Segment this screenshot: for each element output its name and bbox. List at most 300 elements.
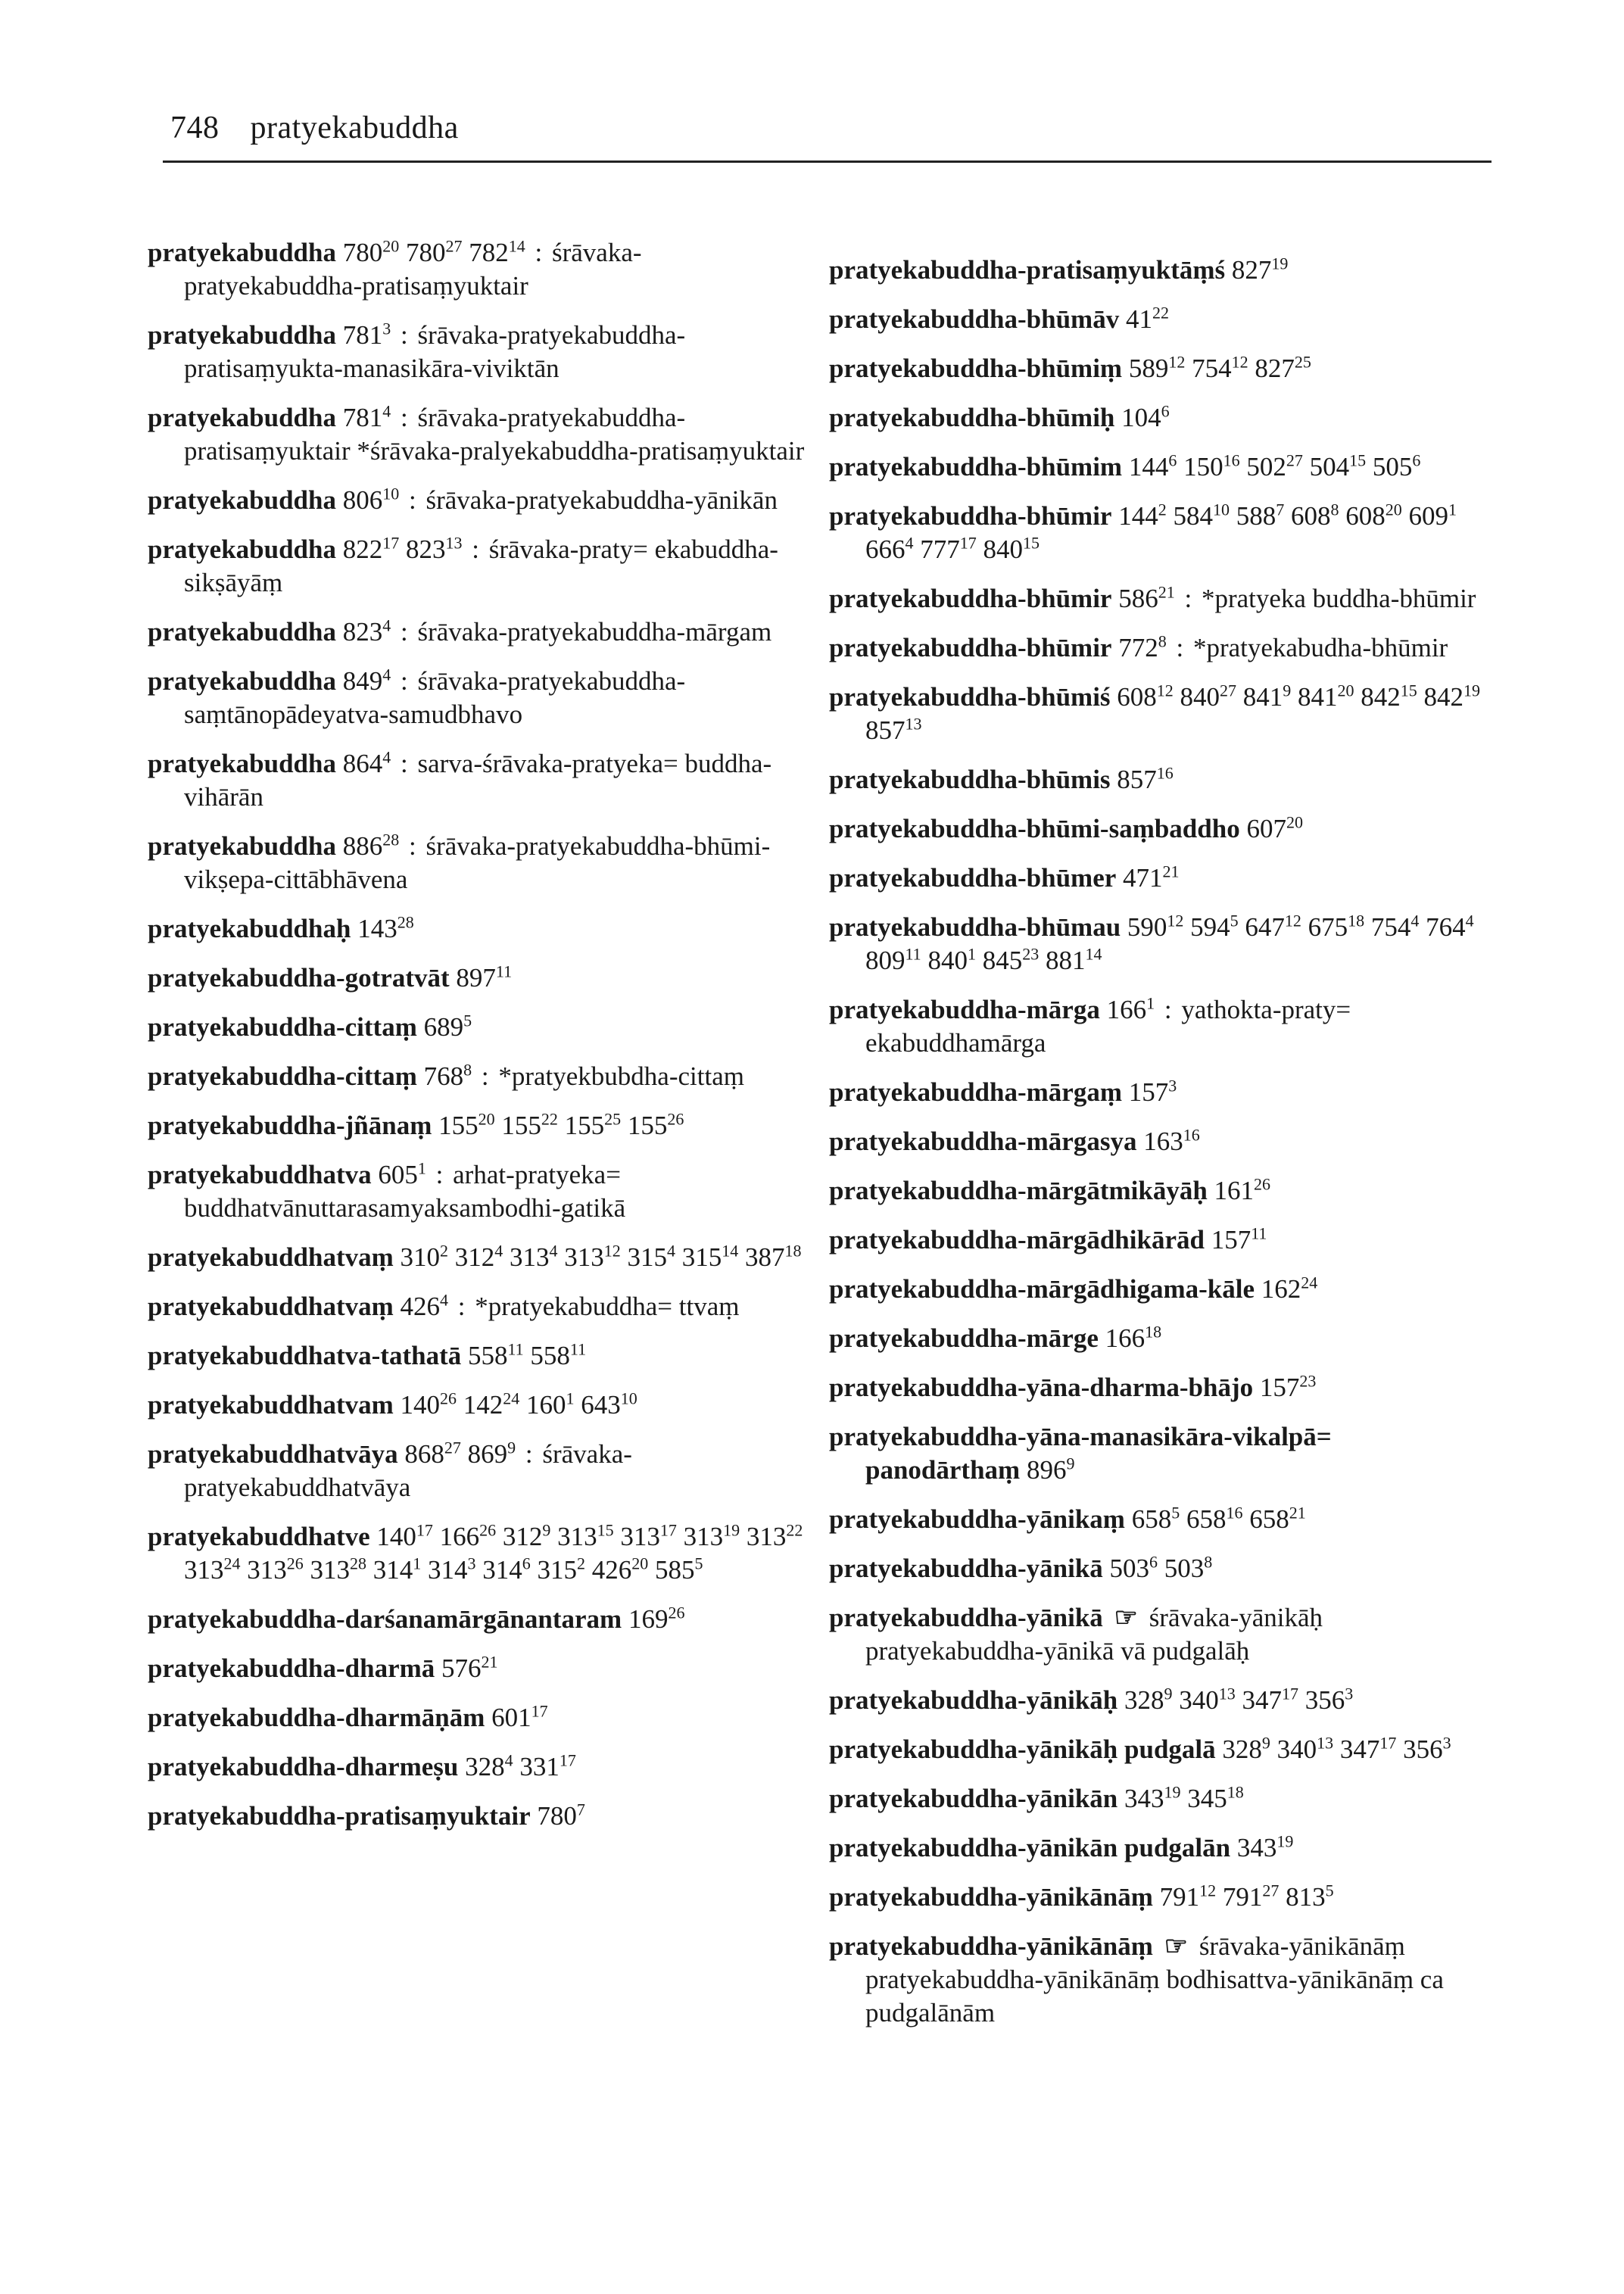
page-reference: [343, 535, 400, 564]
index-entry: [148, 1800, 806, 1833]
page-reference: [1373, 452, 1421, 482]
page-number-ref: 809: [865, 946, 906, 975]
page-number-ref: 315: [537, 1555, 577, 1585]
page-reference: [983, 535, 1040, 564]
line-number-ref: 4: [1465, 911, 1474, 930]
line-number-ref: 13: [445, 533, 463, 553]
page-number-ref: 791: [1159, 1882, 1200, 1912]
page-reference: [1222, 1735, 1270, 1764]
page-reference: [682, 1242, 739, 1272]
page-number-ref: 822: [342, 535, 383, 564]
line-number-ref: 17: [1379, 1733, 1397, 1753]
line-number-ref: 26: [479, 1520, 497, 1540]
entry-gloss: śrāvaka-pratyekabuddha-pratisaṃyuktair: [184, 238, 642, 301]
page-number-ref: 313: [310, 1555, 350, 1585]
page-number-ref: 426: [400, 1292, 441, 1321]
page-number-ref: 813: [1286, 1882, 1326, 1912]
line-number-ref: 12: [1156, 681, 1174, 700]
line-number-ref: 6: [1161, 401, 1170, 421]
entry-headword: pratyekabuddha-pratisaṃyuktāṃś: [829, 255, 1226, 285]
entry-headword: pratyekabuddha-yānikān: [829, 1784, 1118, 1813]
page-reference: [401, 1390, 457, 1420]
index-entry: [148, 830, 806, 896]
line-number-ref: 6: [1412, 450, 1421, 470]
page-number-ref: 588: [1236, 501, 1276, 531]
page-reference: [1164, 1554, 1213, 1583]
line-number-ref: 17: [382, 533, 400, 553]
entry-gloss: śrāvaka-pratyekabuddha-mārgam: [417, 617, 772, 647]
page-reference: [343, 238, 400, 267]
line-number-ref: 22: [541, 1109, 558, 1129]
entry-headword: pratyekabuddha-bhūmiṃ: [829, 354, 1123, 383]
page-reference: [1107, 995, 1155, 1024]
gloss-separator: :: [400, 749, 408, 778]
index-entry: [829, 1503, 1488, 1536]
page-reference: [747, 1522, 803, 1551]
line-number-ref: 5: [1325, 1881, 1334, 1900]
entry-headword: pratyekabuddhatvaṃ: [148, 1292, 394, 1321]
page-reference: [530, 1341, 586, 1370]
page-number-ref: 658: [1249, 1504, 1289, 1534]
page-number-ref: 41: [1125, 304, 1152, 334]
index-entry: [829, 1223, 1488, 1257]
page-number-ref: 347: [1339, 1735, 1380, 1764]
page-reference: [465, 1752, 513, 1781]
line-number-ref: 16: [1223, 450, 1240, 470]
page-number-ref: 143: [357, 914, 397, 943]
page-number-ref: 841: [1242, 682, 1283, 712]
line-number-ref: 27: [1262, 1881, 1280, 1900]
page-number-ref: 768: [423, 1061, 464, 1091]
page-reference: [1403, 1735, 1451, 1764]
line-number-ref: 9: [542, 1520, 551, 1540]
line-number-ref: 18: [784, 1241, 802, 1261]
entry-headword: pratyekabuddha-yānikāḥ pudgalā: [829, 1735, 1216, 1764]
gloss-separator: :: [400, 617, 408, 647]
page-reference: [684, 1522, 740, 1551]
page-number-ref: 780: [537, 1801, 577, 1831]
line-number-ref: 2: [577, 1554, 585, 1573]
line-number-ref: 28: [350, 1554, 366, 1573]
line-number-ref: 5: [694, 1554, 703, 1573]
page-number-ref: 576: [441, 1653, 482, 1683]
entry-headword: pratyekabuddha: [148, 749, 336, 778]
page-number-ref: 608: [1290, 501, 1331, 531]
page-reference: [1246, 452, 1303, 482]
page-reference: [406, 238, 463, 267]
line-number-ref: 13: [905, 714, 922, 734]
entry-gloss: *pratyekabudha-bhūmir: [1192, 633, 1448, 662]
page-number-ref: 585: [655, 1555, 695, 1585]
index-entry: [829, 1881, 1488, 1914]
page-number-ref: 827: [1231, 255, 1272, 285]
gloss-separator: :: [535, 238, 543, 267]
entry-headword: pratyekabuddha-cittaṃ: [148, 1061, 417, 1091]
page-reference: [1291, 501, 1339, 531]
entry-headword: pratyekabuddha: [148, 320, 336, 350]
line-number-ref: 12: [1199, 1881, 1217, 1900]
index-entry: [829, 1782, 1488, 1816]
page-reference: [378, 1160, 426, 1189]
entry-headword: pratyekabuddhaḥ: [148, 914, 351, 943]
line-number-ref: 11: [1251, 1223, 1267, 1243]
index-entry: [829, 1322, 1488, 1355]
page-reference: [1187, 1784, 1244, 1813]
page-reference: [1371, 912, 1420, 942]
line-number-ref: 15: [1349, 450, 1367, 470]
line-number-ref: 1: [1146, 993, 1155, 1013]
page-number-ref: 886: [342, 831, 383, 861]
gloss-separator: :: [400, 666, 408, 696]
page-reference: [1117, 765, 1174, 794]
page-number-ref: 505: [1372, 452, 1413, 482]
page-number-ref: 312: [454, 1242, 495, 1272]
page-number-ref: 340: [1276, 1735, 1317, 1764]
page-number-ref: 675: [1308, 912, 1348, 942]
page-number-ref: 157: [1128, 1077, 1169, 1107]
page-number-ref: 314: [372, 1555, 413, 1585]
page-reference: [468, 1439, 516, 1469]
page-number-ref: 823: [405, 535, 446, 564]
page-reference: [1183, 452, 1240, 482]
line-number-ref: 9: [1283, 681, 1292, 700]
index-entry: [829, 1125, 1488, 1158]
page-number-ref: 343: [1124, 1784, 1164, 1813]
entry-headword: pratyekabuddha-yānikaṃ: [829, 1504, 1125, 1534]
line-number-ref: 15: [1023, 533, 1040, 553]
page-number-ref: 857: [1117, 765, 1157, 794]
page-number-ref: 140: [376, 1522, 416, 1551]
entry-headword: pratyekabuddha-yānikān pudgalān: [829, 1833, 1231, 1862]
gloss-separator: :: [1184, 584, 1192, 613]
page-reference: [620, 1522, 677, 1551]
line-number-ref: 5: [1230, 911, 1239, 930]
line-number-ref: 22: [786, 1520, 803, 1540]
entry-gloss: śrāvaka-pratyekabuddha-saṃtānopādeyatva-samudbhavo: [184, 666, 686, 729]
line-number-ref: 6: [1168, 450, 1177, 470]
line-number-ref: 4: [504, 1750, 513, 1770]
line-number-ref: 24: [503, 1389, 520, 1408]
line-number-ref: 18: [1227, 1782, 1244, 1802]
entry-headword: pratyekabuddha: [148, 403, 336, 432]
page-number-ref: 841: [1298, 682, 1338, 712]
page-number-ref: 589: [1128, 354, 1169, 383]
page-number-ref: 609: [1408, 501, 1448, 531]
index-entry: [148, 616, 806, 649]
page-reference: [1110, 1554, 1158, 1583]
line-number-ref: 20: [478, 1109, 495, 1129]
line-number-ref: 27: [1220, 681, 1237, 700]
entry-headword: pratyekabuddha-bhūmis: [829, 765, 1111, 794]
line-number-ref: 12: [603, 1241, 621, 1261]
entry-headword: pratyekabuddha-mārgaṃ: [829, 1077, 1122, 1107]
cross-reference-icon: ☞: [1114, 1603, 1138, 1632]
page-number-ref: 471: [1123, 863, 1163, 893]
page-number-ref: 313: [510, 1242, 550, 1272]
index-entry: [148, 1438, 806, 1504]
line-number-ref: 19: [1463, 681, 1481, 700]
gloss-separator: :: [400, 320, 408, 350]
index-entry: [829, 763, 1488, 796]
page-reference: [1308, 912, 1365, 942]
line-number-ref: 7: [1276, 500, 1285, 519]
line-number-ref: 24: [1301, 1273, 1318, 1292]
index-entry: [148, 533, 806, 600]
page-reference: [401, 1292, 449, 1321]
index-entry: [829, 500, 1488, 566]
entry-headword: pratyekabuddha: [148, 617, 336, 647]
line-number-ref: 4: [382, 616, 391, 635]
page-reference: [1242, 1685, 1299, 1715]
entry-headword: pratyekabuddha-dharmāṇām: [148, 1703, 485, 1732]
page-number-ref: 823: [342, 617, 383, 647]
page-reference: [343, 320, 391, 350]
index-entry: [829, 1076, 1488, 1109]
line-number-ref: 1: [417, 1158, 426, 1178]
page-reference: [501, 1111, 558, 1140]
page-reference: [519, 1752, 576, 1781]
index-entry: [148, 401, 806, 468]
line-number-ref: 12: [1167, 911, 1184, 930]
line-number-ref: 19: [1276, 1831, 1294, 1851]
index-entry: [829, 1174, 1488, 1208]
line-number-ref: 4: [382, 401, 391, 421]
line-number-ref: 4: [494, 1241, 503, 1261]
line-number-ref: 27: [1286, 450, 1303, 470]
page-reference: [1236, 501, 1285, 531]
entry-headword: pratyekabuddha-bhūmir: [829, 584, 1112, 613]
entry-headword: pratyekabuddha-mārgādhigama-kāle: [829, 1274, 1255, 1304]
page-number-ref: 840: [1180, 682, 1220, 712]
entry-headword: pratyekabuddha-pratisaṃyuktair: [148, 1801, 531, 1831]
index-entry: [148, 1011, 806, 1044]
line-number-ref: 6: [1149, 1552, 1158, 1572]
page-reference: [865, 535, 914, 564]
page-reference: [401, 1242, 449, 1272]
page-number-ref: 896: [1026, 1455, 1067, 1485]
entry-headword: pratyekabuddha-bhūmāv: [829, 304, 1120, 334]
line-number-ref: 2: [1158, 500, 1167, 519]
index-entry: [829, 582, 1488, 616]
page-reference: [1361, 682, 1417, 712]
page-number-ref: 314: [428, 1555, 468, 1585]
line-number-ref: 14: [722, 1241, 739, 1261]
page-reference: [1223, 1882, 1280, 1912]
index-entry: [829, 450, 1488, 484]
page-number-ref: 313: [620, 1522, 660, 1551]
page-reference: [1237, 1833, 1294, 1862]
page-reference: [1245, 912, 1301, 942]
entry-headword: pratyekabuddha-jñānaṃ: [148, 1111, 432, 1140]
page-reference: [1179, 1685, 1236, 1715]
entry-gloss: *pratyekbubdha-cittaṃ: [498, 1061, 744, 1091]
page-number-ref: 343: [1236, 1833, 1277, 1862]
line-number-ref: 14: [508, 236, 525, 256]
index-entry: [829, 1831, 1488, 1865]
line-number-ref: 17: [531, 1701, 548, 1721]
line-number-ref: 9: [1261, 1733, 1270, 1753]
line-number-ref: 10: [1212, 500, 1230, 519]
line-number-ref: 4: [1410, 911, 1420, 930]
page-number-ref: 155: [564, 1111, 605, 1140]
page-reference: [1186, 1504, 1243, 1534]
line-number-ref: 17: [659, 1520, 677, 1540]
line-number-ref: 9: [507, 1438, 516, 1457]
line-number-ref: 26: [440, 1389, 457, 1408]
line-number-ref: 20: [1385, 500, 1402, 519]
line-number-ref: 21: [481, 1652, 498, 1672]
page-reference: [1426, 912, 1474, 942]
entry-gloss: śrāvaka-yānikāḥ pratyekabuddha-yānikā vā pudgalāḥ: [865, 1603, 1323, 1666]
line-number-ref: 20: [1286, 812, 1303, 832]
page-number-ref: 590: [1127, 912, 1167, 942]
page-reference: [1127, 912, 1184, 942]
entry-headword: pratyekabuddhatve: [148, 1522, 370, 1551]
line-number-ref: 24: [223, 1554, 241, 1573]
page-number-ref: 161: [1214, 1176, 1255, 1205]
index-entry: [829, 1684, 1488, 1717]
page-reference: [468, 1341, 524, 1370]
line-number-ref: 25: [604, 1109, 622, 1129]
gloss-separator: :: [435, 1160, 444, 1189]
page-reference: [1118, 584, 1175, 613]
entry-gloss: śrāvaka-pratyekabuddha-pratisaṃyuktair *śrāvaka-pralyekabuddha-pratisaṃyuktair: [184, 403, 805, 466]
page-number-ref: 142: [463, 1390, 503, 1420]
index-entry: [148, 1652, 806, 1685]
index-entry: [829, 254, 1488, 287]
entry-headword: pratyekabuddha-yānikā: [829, 1554, 1103, 1583]
page-reference: [1143, 1127, 1200, 1156]
page-reference: [1160, 1882, 1217, 1912]
page-reference: [441, 1653, 498, 1683]
page-number-ref: 144: [1128, 452, 1169, 482]
line-number-ref: 13: [1218, 1684, 1236, 1703]
line-number-ref: 12: [1284, 911, 1301, 930]
index-entry: [148, 1290, 806, 1323]
line-number-ref: 3: [1442, 1733, 1451, 1753]
line-number-ref: 26: [1254, 1174, 1271, 1194]
entry-headword: pratyekabuddha-bhūmim: [829, 452, 1123, 482]
page-number-ref: 658: [1131, 1504, 1172, 1534]
page-number-ref: 845: [982, 946, 1023, 975]
line-number-ref: 10: [620, 1389, 637, 1408]
page-number-ref: 314: [482, 1555, 522, 1585]
gloss-separator: :: [408, 831, 416, 861]
page-number-ref: 864: [342, 749, 383, 778]
entry-headword: pratyekabuddha-dharmā: [148, 1653, 435, 1683]
page-number-ref: 840: [983, 535, 1023, 564]
page-number-ref: 347: [1242, 1685, 1283, 1715]
page-number-ref: 315: [681, 1242, 722, 1272]
index-entry: [829, 1930, 1488, 2030]
gloss-separator: :: [408, 485, 416, 515]
index-entry: [829, 1273, 1488, 1306]
line-number-ref: 8: [1204, 1552, 1213, 1572]
entry-headword: pratyekabuddha-darśanamārgānantaram: [148, 1604, 622, 1634]
line-number-ref: 14: [1085, 944, 1102, 964]
page-number-ref: 842: [1423, 682, 1464, 712]
page-number-ref: 791: [1222, 1882, 1263, 1912]
page-reference: [1173, 501, 1230, 531]
index-entry: [148, 484, 806, 517]
line-number-ref: 12: [1231, 352, 1248, 372]
entry-headword: pratyekabuddha-mārgātmikāyāḥ: [829, 1176, 1208, 1205]
index-entry: [148, 1339, 806, 1373]
index-entry: [829, 812, 1488, 846]
page-reference: [565, 1111, 622, 1140]
line-number-ref: 3: [382, 319, 391, 338]
page-reference: [1132, 1504, 1180, 1534]
page-number-ref: 387: [745, 1242, 785, 1272]
index-entry: [148, 962, 806, 995]
line-number-ref: 19: [1164, 1782, 1181, 1802]
page-reference: [1232, 255, 1289, 285]
entry-headword: pratyekabuddhatvaṃ: [148, 1242, 394, 1272]
line-number-ref: 3: [1168, 1076, 1177, 1096]
gloss-separator: :: [481, 1061, 489, 1091]
page-number-ref: 155: [501, 1111, 541, 1140]
entry-headword: pratyekabuddhatva: [148, 1160, 372, 1189]
line-number-ref: 13: [1317, 1733, 1334, 1753]
line-number-ref: 16: [1226, 1503, 1243, 1523]
page-number-ref: 780: [342, 238, 383, 267]
entry-headword: pratyekabuddha-bhūmer: [829, 863, 1117, 893]
gloss-separator: :: [1176, 633, 1184, 662]
line-number-ref: 4: [549, 1241, 558, 1261]
page-number-ref: 586: [1118, 584, 1158, 613]
line-number-ref: 8: [1158, 631, 1167, 651]
line-number-ref: 11: [507, 1339, 524, 1359]
page-number-ref: 806: [342, 485, 383, 515]
page-reference: [1124, 1784, 1181, 1813]
page-number-ref: 781: [342, 320, 383, 350]
entry-headword: pratyekabuddha-bhūmi-saṃbaddho: [829, 814, 1240, 843]
entry-gloss: śrāvaka-pratyekabuddha-bhūmi-vikṣepa-cittābhāvena: [184, 831, 771, 894]
page-reference: [455, 1242, 503, 1272]
page-reference: [1129, 452, 1177, 482]
index-entry: [148, 319, 806, 385]
line-number-ref: 6: [522, 1554, 531, 1573]
entry-headword: pratyekabuddha-yānikānāṃ: [829, 1931, 1153, 1961]
index-entry: [829, 1733, 1488, 1766]
page-reference: [310, 1555, 367, 1585]
line-number-ref: 1: [566, 1389, 575, 1408]
entry-gloss: arhat-pratyeka= buddhatvānuttarasamyaksambodhi-gatikā: [184, 1160, 626, 1223]
page-reference: [373, 1555, 422, 1585]
page-number-ref: 157: [1259, 1373, 1300, 1402]
page-number-ref: 160: [526, 1390, 566, 1420]
line-number-ref: 4: [905, 533, 914, 553]
index-entry: [148, 1750, 806, 1784]
line-number-ref: 21: [1162, 862, 1180, 881]
index-entry: [148, 912, 806, 946]
page-reference: [1261, 1274, 1318, 1304]
index-entry: [829, 1371, 1488, 1404]
page-reference: [655, 1555, 703, 1585]
page-reference: [1298, 682, 1354, 712]
page-number-ref: 503: [1109, 1554, 1150, 1583]
line-number-ref: 26: [668, 1603, 685, 1622]
page-reference: [343, 485, 400, 515]
page-reference: [1129, 1077, 1177, 1107]
page-number-ref: 166: [1105, 1323, 1146, 1353]
page-number-ref: 157: [1211, 1225, 1252, 1255]
left-column: [148, 236, 806, 1849]
page-reference: [1124, 1685, 1173, 1715]
page-reference: [343, 617, 391, 647]
page-reference: [1424, 682, 1481, 712]
page-number-ref: 772: [1118, 633, 1158, 662]
